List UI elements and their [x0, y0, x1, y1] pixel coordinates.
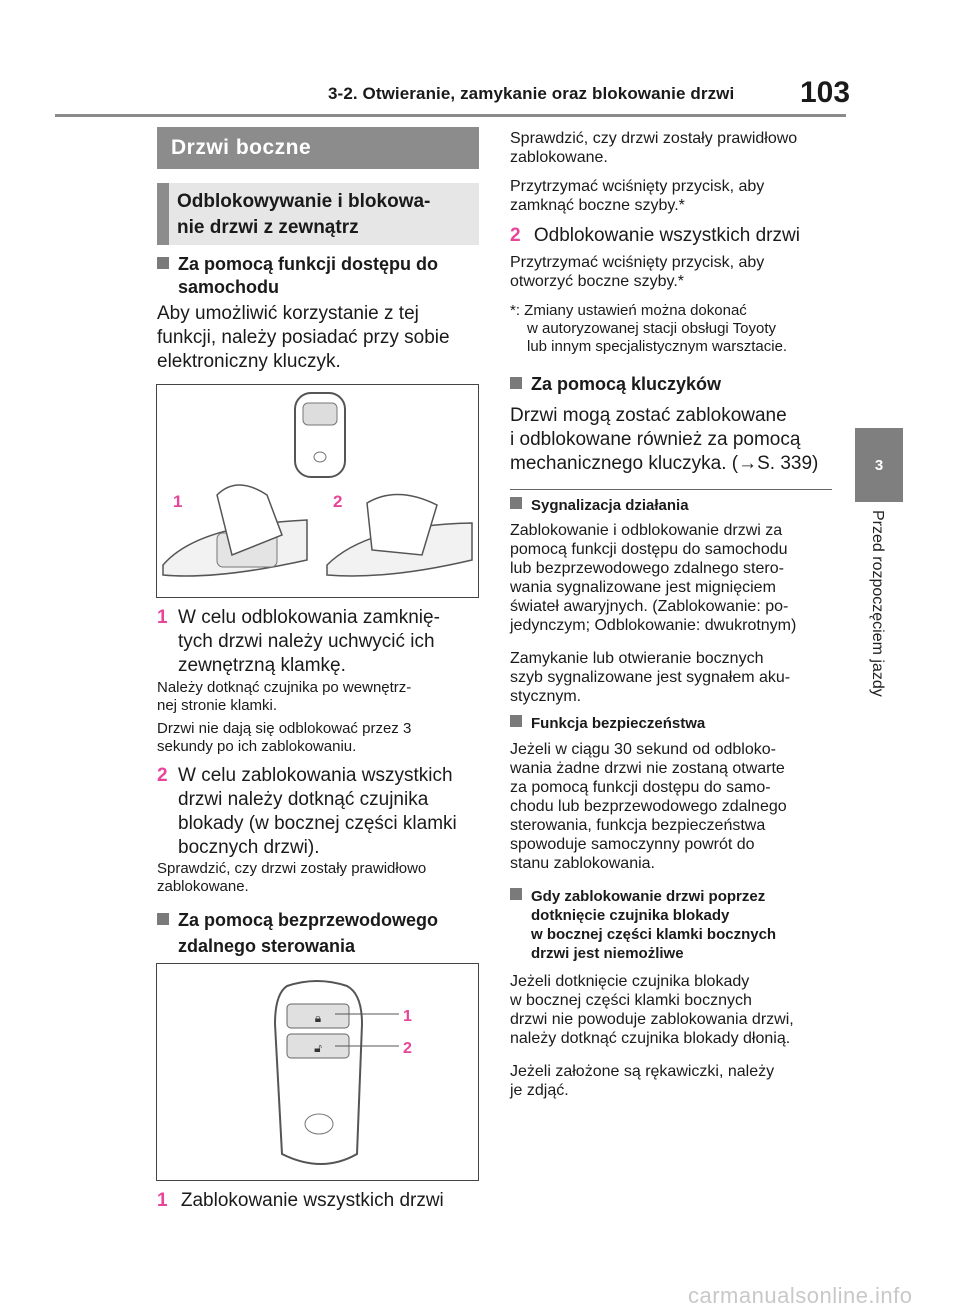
note-check-locked-remote: Sprawdzić, czy drzwi zostały prawidłowo zablokowane.: [510, 130, 798, 166]
heading-remote: Za pomocą bezprzewodowego zdalnego sterowania: [157, 907, 487, 959]
heading-safety: Funkcja bezpieczeństwa: [510, 715, 840, 733]
heading-access-function: Za pomocą funkcji dostępu do samochodu: [157, 253, 487, 299]
heading-signalling: Sygnalizacja działania: [510, 497, 840, 515]
note-hold-close-windows: Przytrzymać wciśnięty przycisk, aby zamknąć boczne szyby.*: [510, 178, 765, 214]
fig1-label-1: 1: [173, 492, 183, 511]
lock-icon: 🔒︎: [314, 1011, 322, 1025]
note-check-locked: Sprawdzić, czy drzwi zostały prawidłowo zablokowane.: [157, 860, 427, 895]
intro-paragraph: Aby umożliwić korzystanie z tej funkcji, należy posiadać przy sobie elektroniczny kluczyk.: [157, 303, 450, 372]
keys-paragraph: Drzwi mogą zostać zablokowane i odblokowane również za pomocą mechanicznego kluczyka. (→S. 339): [510, 405, 819, 474]
signalling-paragraph: Zablokowanie i odblokowanie drzwi za pomocą funkcji dostępu do samochodu lub bezprzewodowego zdalnego stero- wania sygnalizowane jest mignięciem świateł awaryjnych. (Zablokowanie: po- jedynczym; Odblokowanie: dwukrotnym): [510, 522, 797, 634]
chapter-tab[interactable]: 3: [855, 428, 903, 502]
gloves-paragraph: Jeżeli założone są rękawiczki, należy je zdjąć.: [510, 1063, 775, 1099]
subsection-title: Odblokowywanie i blokowa- nie drzwi z zewnątrz: [157, 183, 479, 245]
left-door-handle-icon: [163, 485, 307, 576]
chapter-label: Przed rozpoczęciem jazdy: [869, 510, 886, 697]
note-sensor-inside: Należy dotknąć czujnika po wewnętrz- nej stronie klamki.: [157, 679, 412, 714]
running-header: 3-2. Otwieranie, zamykanie oraz blokowanie drzwi: [328, 84, 735, 103]
right-door-handle-icon: [327, 494, 472, 576]
door-handle-illustration: [157, 385, 478, 597]
note-hold-open-windows: Przytrzymać wciśnięty przycisk, aby otworzyć boczne szyby.*: [510, 254, 765, 290]
figure-remote-key: [156, 963, 479, 1181]
fig1-label-2: 2: [333, 492, 343, 511]
heading-keys: Za pomocą kluczyków: [510, 373, 840, 396]
watermark: carmanualsonline.info: [688, 1283, 913, 1308]
note-unlock-delay: Drzwi nie dają się odblokować przez 3 sekundy po ich zablokowaniu.: [157, 720, 412, 755]
page-number: 103: [800, 76, 851, 109]
heading-sensor-fail: Gdy zablokowanie drzwi poprzez dotknięcie czujnika blokady w bocznej części klamki bocznych drzwi jest niemożliwe: [510, 887, 840, 963]
footnote-settings: *: Zmiany ustawień można dokonać w autoryzowanej stacji obsługi Toyoty lub innym specjalistycznym warsztacie.: [510, 302, 788, 355]
header-rule: [55, 114, 846, 117]
safety-paragraph: Jeżeli w ciągu 30 sekund od odbloko- wania żadne drzwi nie zostaną otwarte za pomocą funkcji dostępu do samo- chodu lub bezprzewodowego zdalnego sterowania, funkcja bezpieczeństwa spowoduje samoczynny powrót do stanu zablokowania.: [510, 741, 787, 872]
unlock-icon: 🔓︎: [314, 1041, 322, 1055]
section-divider: [510, 489, 832, 490]
step-1-unlock: 1 W celu odblokowania zamknię- tych drzwi należy uchwycić ich zewnętrzną klamkę.: [157, 607, 440, 676]
fig2-label-1: 1: [403, 1008, 412, 1025]
figure-door-handle: [156, 384, 479, 598]
sensor-paragraph: Jeżeli dotknięcie czujnika blokady w bocznej części klamki bocznych drzwi nie powoduje zablokowania drzwi, należy dotknąć czujnika blokady dłonią.: [510, 973, 794, 1047]
remote-fob-icon: [275, 981, 399, 1164]
step-2-lock: 2 W celu zablokowania wszystkich drzwi należy dotknąć czujnika blokady (w bocznej części klamki bocznych drzwi).: [157, 765, 457, 858]
section-title: Drzwi boczne: [157, 127, 479, 169]
fig2-label-2: 2: [403, 1040, 412, 1057]
lock-all-caption: 1 Zablokowanie wszystkich drzwi: [157, 1190, 444, 1211]
key-fob-icon: [295, 393, 345, 477]
window-signal-paragraph: Zamykanie lub otwieranie bocznych szyb sygnalizowane jest sygnałem aku- stycznym.: [510, 650, 791, 705]
unlock-all-caption: 2 Odblokowanie wszystkich drzwi: [510, 225, 800, 246]
remote-key-illustration: [157, 964, 478, 1180]
